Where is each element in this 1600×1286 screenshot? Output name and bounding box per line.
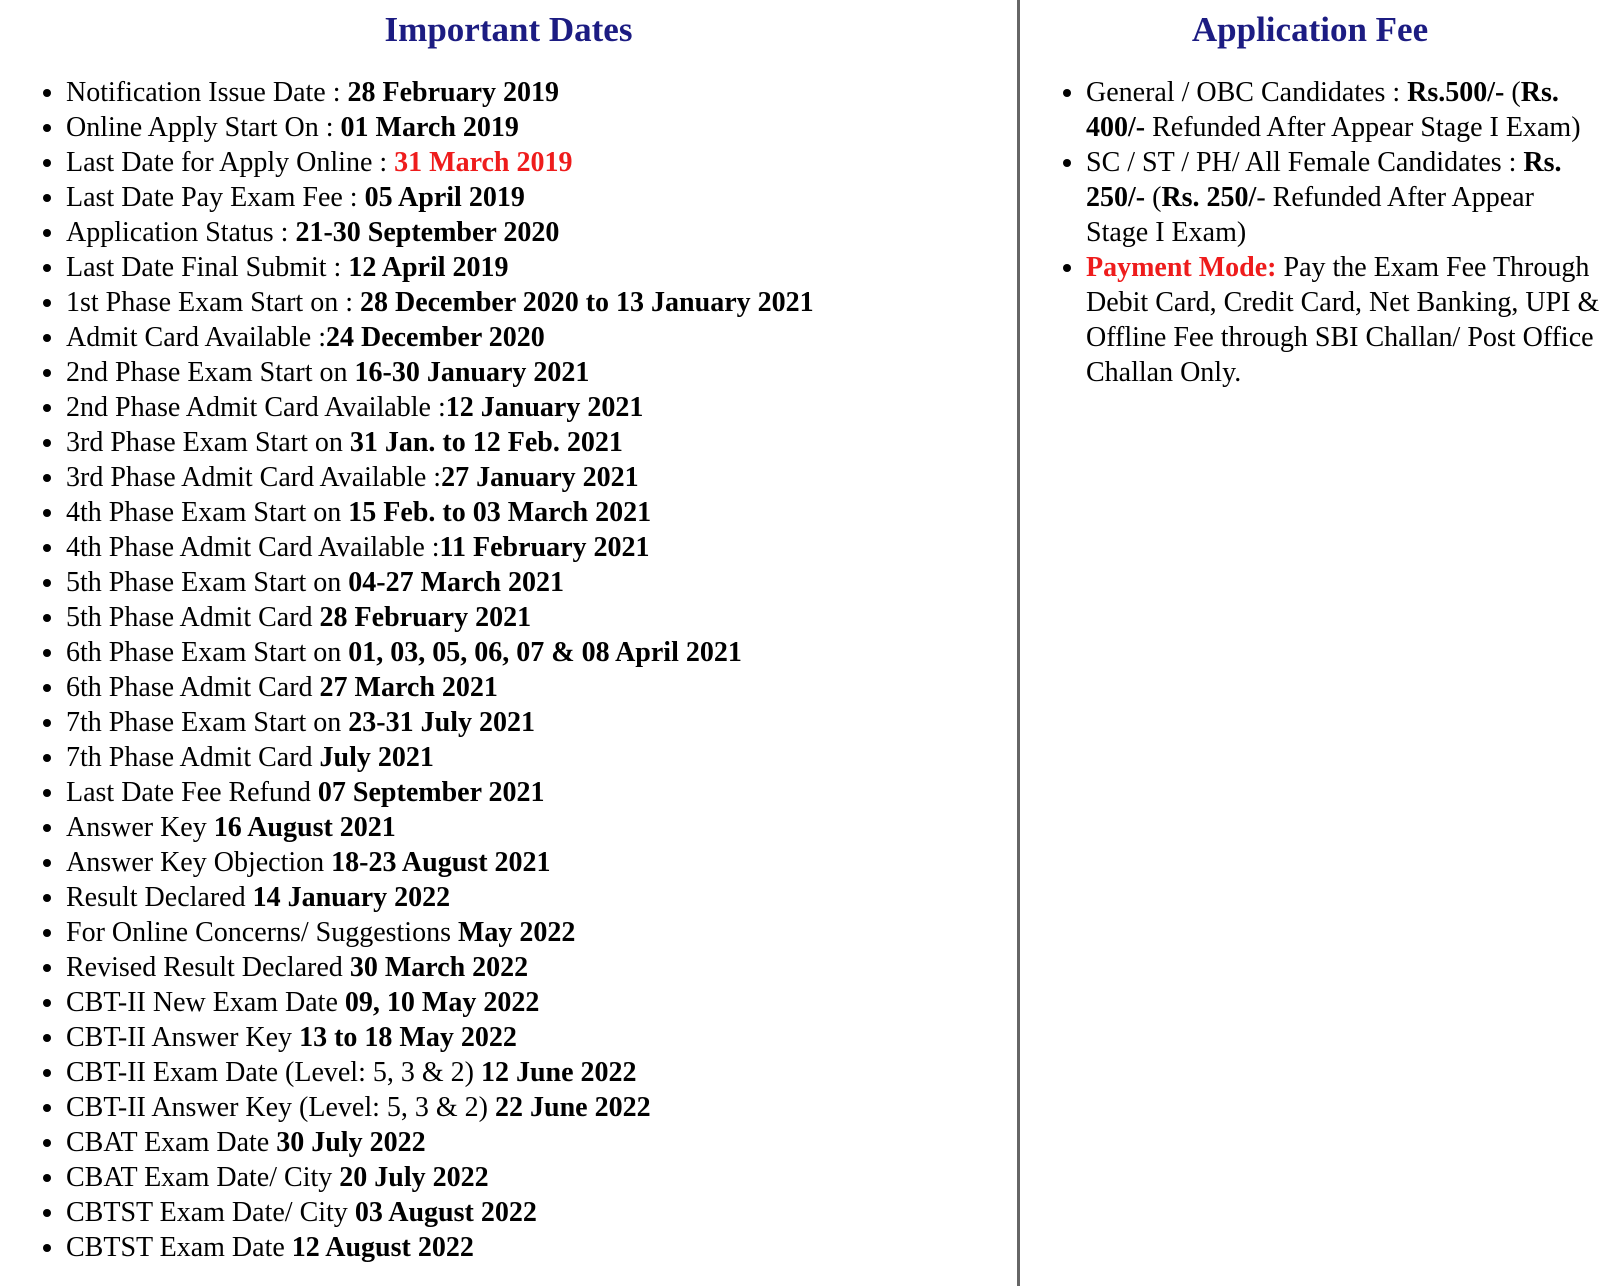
date-item	[66, 950, 1017, 985]
date-item-label: 6th Phase Exam Start on	[66, 637, 349, 668]
date-item-value: July 2021	[319, 742, 434, 773]
date-item-label: 6th Phase Admit Card	[66, 672, 320, 703]
date-item	[66, 460, 1017, 495]
date-item	[66, 180, 1017, 215]
date-item-value: 24 December 2020	[325, 322, 545, 353]
date-item-label: 5th Phase Exam Start on	[66, 567, 349, 598]
date-item-label: CBT-II Exam Date (Level: 5, 3 & 2)	[66, 1057, 481, 1088]
date-item-value: 27 January 2021	[441, 462, 639, 493]
date-item-value: 12 January 2021	[445, 392, 644, 423]
fee-general-refund-amount: Rs. 400/-	[1086, 77, 1559, 143]
date-item-label: 5th Phase Admit Card	[66, 602, 320, 633]
date-item-label: CBTST Exam Date	[66, 1232, 292, 1263]
date-item-value: 04-27 March 2021	[348, 567, 564, 598]
fee-reserved-refund-text: - Refunded After Appear Stage I Exam)	[1086, 182, 1534, 248]
date-item	[66, 110, 1017, 145]
date-item-value: 23-31 July 2021	[348, 707, 535, 738]
date-item-label: CBT-II New Exam Date	[66, 987, 345, 1018]
fee-reserved-amount: Rs. 250/-	[1086, 147, 1562, 213]
date-item	[66, 530, 1017, 565]
date-item	[66, 635, 1017, 670]
date-item-label: Admit Card Available :	[66, 322, 326, 353]
application-fee-column	[1020, 0, 1600, 1286]
payment-mode-label: Payment Mode:	[1086, 252, 1277, 283]
date-item-value: 11 February 2021	[439, 532, 650, 563]
date-item-label: Last Date Final Submit :	[66, 252, 349, 283]
date-item-value: 28 December 2020 to 13 January 2021	[359, 287, 814, 318]
date-item-value: 28 February 2021	[319, 602, 532, 633]
date-item-value: 31 Jan. to 12 Feb. 2021	[349, 427, 623, 458]
fee-general-refund-text: Refunded After Appear Stage I Exam)	[1145, 112, 1581, 143]
date-item	[66, 355, 1017, 390]
date-item-value: 07 September 2021	[317, 777, 545, 808]
date-item	[66, 250, 1017, 285]
date-item-label: Notification Issue Date :	[66, 77, 348, 108]
date-item-label: Revised Result Declared	[66, 952, 350, 983]
fee-general-label: General / OBC Candidates :	[1086, 77, 1408, 108]
date-item	[66, 285, 1017, 320]
date-item-value: 14 January 2022	[252, 882, 451, 913]
date-item-label: 4th Phase Exam Start on	[66, 497, 349, 528]
date-item-label: Last Date for Apply Online :	[66, 147, 395, 178]
important-dates-list	[0, 75, 1017, 1265]
date-item-value: 16 August 2021	[213, 812, 396, 843]
date-item-label: Last Date Pay Exam Fee :	[66, 182, 365, 213]
date-item-value: 01, 03, 05, 06, 07 & 08 April 2021	[348, 637, 742, 668]
date-item	[66, 670, 1017, 705]
date-item	[66, 320, 1017, 355]
date-item	[66, 1195, 1017, 1230]
date-item-value: 20 July 2022	[339, 1162, 489, 1193]
date-item-value: 16-30 January 2021	[354, 357, 590, 388]
date-item-value: 13 to 18 May 2022	[299, 1022, 517, 1053]
date-item-label: 3rd Phase Admit Card Available :	[66, 462, 442, 493]
date-item	[66, 390, 1017, 425]
fee-reserved-label: SC / ST / PH/ All Female Candidates :	[1086, 147, 1524, 178]
date-item-label: For Online Concerns/ Suggestions	[66, 917, 458, 948]
date-item-label: Result Declared	[66, 882, 253, 913]
date-item	[66, 75, 1017, 110]
date-item	[66, 1125, 1017, 1160]
date-item	[66, 810, 1017, 845]
date-item-label: 7th Phase Exam Start on	[66, 707, 349, 738]
date-item	[66, 880, 1017, 915]
date-item-value: 01 March 2019	[340, 112, 519, 143]
date-item	[66, 215, 1017, 250]
date-item	[66, 915, 1017, 950]
date-item-label: Last Date Fee Refund	[66, 777, 318, 808]
date-item-label: Application Status :	[66, 217, 296, 248]
date-item-value: 28 February 2019	[347, 77, 560, 108]
date-item	[66, 600, 1017, 635]
date-item-label: CBAT Exam Date	[66, 1127, 277, 1158]
date-item-label: Answer Key	[66, 812, 214, 843]
date-item	[66, 1020, 1017, 1055]
fee-general-paren: (	[1504, 77, 1521, 108]
application-fee-heading: Application Fee	[1191, 10, 1429, 49]
date-item-label: CBAT Exam Date/ City	[66, 1162, 340, 1193]
date-item-value: 15 Feb. to 03 March 2021	[348, 497, 652, 528]
date-item-value: 03 August 2022	[354, 1197, 537, 1228]
date-item	[66, 845, 1017, 880]
date-item-value: 31 March 2019	[394, 147, 573, 178]
fee-general-item	[1086, 75, 1600, 145]
important-dates-heading: Important Dates	[384, 10, 633, 49]
fee-reserved-refund-amount: Rs. 250/	[1161, 182, 1257, 213]
date-item	[66, 1090, 1017, 1125]
date-item-value: 22 June 2022	[495, 1092, 651, 1123]
date-item-label: 3rd Phase Exam Start on	[66, 427, 350, 458]
date-item-value: 05 April 2019	[364, 182, 525, 213]
date-item	[66, 425, 1017, 460]
payment-mode-text: Pay the Exam Fee Through Debit Card, Credit Card, Net Banking, UPI & Offline Fee through SBI Challan/ Post Office Challan Only.	[1086, 252, 1600, 388]
date-item	[66, 565, 1017, 600]
date-item-value: 12 June 2022	[480, 1057, 637, 1088]
date-item-label: CBT-II Answer Key (Level: 5, 3 & 2)	[66, 1092, 495, 1123]
date-item	[66, 1160, 1017, 1195]
date-item	[66, 740, 1017, 775]
date-item-label: Online Apply Start On :	[66, 112, 341, 143]
date-item-value: 21-30 September 2020	[295, 217, 560, 248]
date-item-label: Answer Key Objection	[66, 847, 332, 878]
date-item-label: 2nd Phase Exam Start on	[66, 357, 355, 388]
fee-reserved-item	[1086, 145, 1600, 250]
date-item	[66, 985, 1017, 1020]
date-item	[66, 1055, 1017, 1090]
date-item-value: 09, 10 May 2022	[344, 987, 540, 1018]
payment-mode-item	[1086, 250, 1600, 390]
date-item-value: 27 March 2021	[319, 672, 498, 703]
date-item-value: 12 April 2019	[348, 252, 509, 283]
date-item	[66, 495, 1017, 530]
date-item-value: 30 March 2022	[349, 952, 529, 983]
fee-general-amount: Rs.500/-	[1407, 77, 1505, 108]
date-item-value: 30 July 2022	[276, 1127, 426, 1158]
date-item-label: CBT-II Answer Key	[66, 1022, 300, 1053]
date-item-label: 4th Phase Admit Card Available :	[66, 532, 440, 563]
date-item	[66, 705, 1017, 740]
date-item-label: 2nd Phase Admit Card Available :	[66, 392, 446, 423]
date-item	[66, 775, 1017, 810]
date-item	[66, 145, 1017, 180]
application-fee-list	[1020, 75, 1600, 390]
date-item	[66, 1230, 1017, 1265]
date-item-label: CBTST Exam Date/ City	[66, 1197, 355, 1228]
date-item-label: 7th Phase Admit Card	[66, 742, 320, 773]
date-item-label: 1st Phase Exam Start on :	[66, 287, 360, 318]
date-item-value: May 2022	[458, 917, 576, 948]
fee-reserved-paren: (	[1145, 182, 1162, 213]
date-item-value: 12 August 2022	[291, 1232, 474, 1263]
date-item-value: 18-23 August 2021	[331, 847, 551, 878]
